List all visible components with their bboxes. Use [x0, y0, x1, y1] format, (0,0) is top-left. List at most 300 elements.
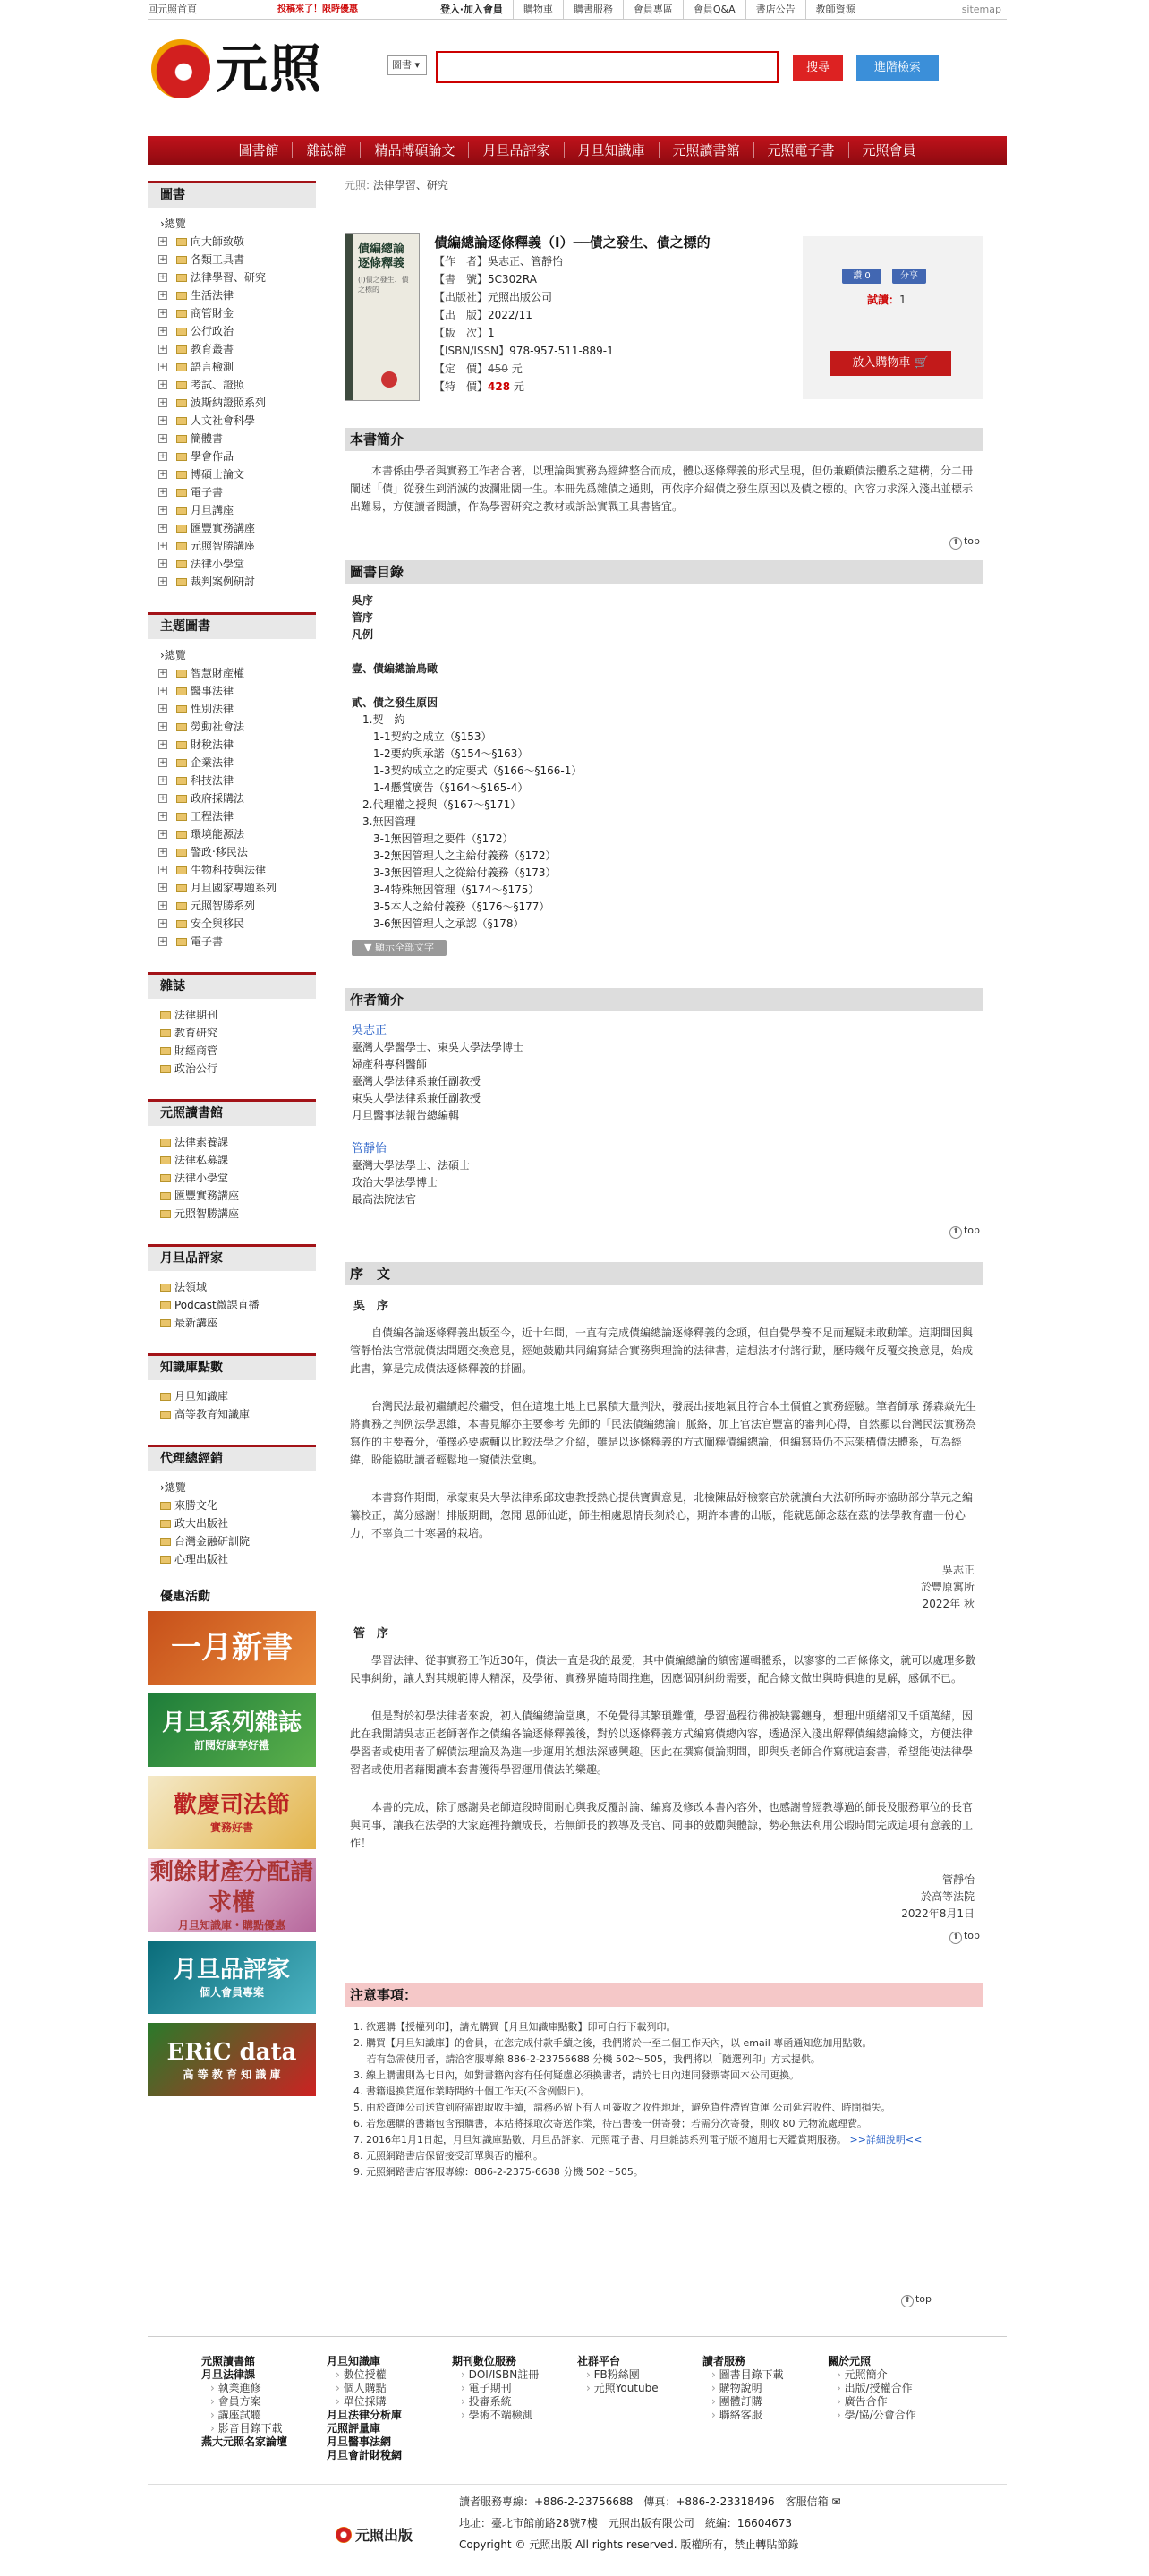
expand-icon[interactable]: +: [159, 237, 166, 246]
sidebar-item[interactable]: + 商管財金: [159, 307, 234, 320]
footer-column: [577, 2355, 659, 2395]
sidebar-item-overview[interactable]: ›總覽: [160, 1481, 186, 1494]
preface-heading: 管 序: [353, 1627, 389, 1641]
author-bio-line: 臺灣大學法學士、法碩士: [352, 1159, 471, 1172]
footer-heading[interactable]: 月旦醫事法網: [327, 2435, 392, 2448]
search-scope-select[interactable]: 圖書 ▾: [387, 55, 427, 75]
expand-icon[interactable]: +: [159, 758, 166, 767]
folder-icon: [176, 345, 187, 354]
preface-section: [345, 1262, 983, 1944]
nav-item[interactable]: 元照電子書: [753, 142, 848, 158]
folder-icon: [160, 1047, 171, 1055]
nav-item[interactable]: 雜誌館: [292, 142, 360, 158]
nav-item[interactable]: 精品博碩論文: [360, 142, 468, 158]
sidebar-item[interactable]: + 勞動社會法: [159, 721, 245, 733]
folder-icon: [160, 1210, 171, 1218]
facebook-like-button[interactable]: 讚 0: [842, 269, 881, 284]
sidebar-item[interactable]: + 簡體書: [159, 432, 224, 445]
footer-link[interactable]: › 廣告合作: [828, 2395, 916, 2409]
folder-icon: [160, 1393, 171, 1401]
sidebar-item-overview[interactable]: ›總覽: [160, 649, 186, 661]
footer-heading[interactable]: 月旦法律分析庫: [327, 2409, 403, 2421]
logo-mark-icon: [151, 39, 210, 98]
note-item: 7. 2016年1月1日起，月旦知識庫點數、月旦品評家、元照電子書、月旦雜誌系列電子版不適用七天鑑賞期服務。 >>詳細說明<<: [353, 2134, 923, 2145]
toc-line: 3.無因管理: [352, 815, 416, 828]
section-title: 作者簡介: [345, 988, 983, 1011]
sidebar-item[interactable]: + 人文社會科學: [159, 414, 256, 427]
top-bar: [148, 0, 1007, 20]
sidebar-item[interactable]: 財經商管: [148, 1042, 316, 1060]
footer-link[interactable]: › 投審系統: [452, 2395, 539, 2409]
sidebar-box-title: 圖書: [148, 181, 316, 208]
expand-icon[interactable]: +: [159, 470, 166, 479]
preface-paragraph: 但是對於初學法律者來說，初入債編總論堂奧，不免覺得其繁瑣難懂，學習過程彷彿被缺霧纏身，想理出頭緒卻又千頭萬緒，因此在我開請吳志正老師著作之債編各論逐條釋義後，對於以逐條釋義方式編寫債總內容，透過深入淺出解釋債編總論條文，方便法律學習者或使用者了解債法理論及為進一步運用的想法深感興趣。因此在撰寫債論期間，即與吳老師合作寫就這套書，希望能使法律學習者或使用者藉閱讀本套書獲得學習運用債法的樂趣。: [350, 1710, 974, 1776]
sidebar-item[interactable]: + 生活法律: [159, 289, 234, 302]
book-cover[interactable]: [345, 233, 420, 401]
preface-paragraph: 本書的完成，除了感謝吳老師這段時間耐心與我反覆討論、編寫及修改本書內容外，也感謝曾經教導過的師長及服務單位的長官與同事，讓我在法學的大家庭裡持續成長，若無師長的教導及長官、同事的鼓勵與體諒，勢必無法利用公暇時間完成這項有意義的工作！: [350, 1801, 974, 1849]
footer-column: [327, 2355, 402, 2462]
sidebar-box-title: 雜誌: [148, 972, 316, 999]
folder-icon: [176, 813, 187, 821]
back-to-top-link[interactable]: ⬆ top: [901, 2293, 935, 2307]
folder-icon: [160, 1502, 171, 1510]
expand-icon[interactable]: +: [159, 577, 166, 586]
sidebar-item[interactable]: + 環境能源法: [159, 828, 245, 840]
sidebar-item[interactable]: 法律期刊: [148, 1006, 316, 1024]
footer-link[interactable]: › 元照簡介: [828, 2368, 916, 2382]
expand-icon[interactable]: +: [159, 812, 166, 821]
sidebar-box-title: 主題圖書: [148, 612, 316, 639]
footer-link[interactable]: › 出版/授權合作: [828, 2382, 916, 2395]
folder-icon: [160, 1174, 171, 1182]
footer-heading[interactable]: 燕大元照名家論壇: [201, 2435, 288, 2448]
toc-line: 1.契 約: [352, 713, 405, 726]
sidebar-box-readers: [148, 1099, 316, 1223]
trial-read-link[interactable]: 試讀：1: [867, 294, 906, 306]
breadcrumb-current[interactable]: 法律學習、研究: [372, 179, 448, 192]
expand-icon[interactable]: +: [159, 524, 166, 533]
toc-section: [345, 560, 983, 956]
folder-icon: [176, 507, 187, 515]
breadcrumb: [345, 172, 983, 199]
sidebar-item[interactable]: + 教育叢書: [159, 343, 234, 355]
folder-icon: [160, 1301, 171, 1309]
sidebar-box-title: 代理總經銷: [148, 1445, 316, 1471]
sidebar-item[interactable]: + 警政‧移民法: [159, 846, 248, 858]
expand-icon[interactable]: +: [159, 488, 166, 497]
toc-line: 1-1契約之成立（§153）: [352, 730, 492, 743]
sidebar-box-reviews: [148, 1244, 316, 1332]
footer-column: [201, 2355, 287, 2449]
toc-line: 3-4特殊無因管理（§174～§175）: [352, 883, 540, 896]
book-info: [345, 233, 983, 424]
sidebar-item[interactable]: + 性別法律: [159, 703, 234, 715]
sidebar-item[interactable]: + 電子書: [159, 935, 224, 948]
footer-link[interactable]: › 元照Youtube: [577, 2382, 659, 2395]
preface-paragraph: 台灣民法最初繼續起於繼受，但在這塊土地上已累積大量判決，發展出接地氣且符合本土價值之實務經驗。筆者師承 孫森焱先生將實務之判例法學思維，本書見解亦主要參考 先師的「民法債編總論」脈絡，加上官法官豐富的審判心得，自然顯以台灣民法實務為寫作的主要養分，僅擇必要處輔以比較法學之介紹，雖是以逐條釋義的方式闡釋債編總論，但編寫時仍不忘架構債法體系，互為經緯，盼能協助讀者輕鬆地一窺債法堂奧。: [350, 1400, 976, 1466]
sidebar-item[interactable]: + 元照智勝講座: [159, 540, 256, 552]
back-to-top-link[interactable]: ⬆ top: [345, 1930, 983, 1944]
main-content: [345, 172, 983, 2178]
list-price-row: 【定 價】450 元: [434, 363, 523, 375]
sidebar-item[interactable]: + 各類工具書: [159, 253, 245, 266]
note-item: 1. 欲選購【授權列印】，請先購買【月旦知識庫點數】即可自行下載列印。: [353, 2021, 677, 2033]
nav-item[interactable]: 月旦知識庫: [564, 142, 659, 158]
folder-icon: [176, 453, 187, 461]
sidebar-item[interactable]: + 法律小學堂: [159, 558, 245, 570]
toc-line: 3-6無因管理人之承認（§178）: [352, 917, 524, 930]
author-bio-line: 臺灣大學法律系兼任副教授: [352, 1075, 481, 1088]
top-link[interactable]: 購書服務: [563, 0, 623, 20]
search-input[interactable]: [436, 51, 779, 83]
sidebar-item[interactable]: + 向大師致敬: [159, 235, 245, 248]
expand-icon[interactable]: +: [159, 542, 166, 550]
footer-heading[interactable]: 讀者服務: [702, 2355, 746, 2367]
section-title: 注意事項：: [345, 1983, 983, 2007]
sidebar-item[interactable]: 政大出版社: [148, 1514, 316, 1532]
expand-icon[interactable]: +: [159, 416, 166, 425]
footer-heading[interactable]: 月旦知識庫: [327, 2355, 381, 2367]
sale-price: 428: [488, 380, 511, 393]
expand-icon[interactable]: +: [159, 704, 166, 713]
sidebar-item[interactable]: 教育研究: [148, 1024, 316, 1042]
folder-icon: [176, 687, 187, 695]
footer-link[interactable]: › 影音目錄下載: [201, 2422, 287, 2435]
note-item: 2. 購買【月旦知識庫】的會員，在您完成付款手續之後，我們將於一至二個工作天內，以 email 專函通知您加用點數。: [353, 2037, 872, 2049]
top-link[interactable]: 會員專區: [623, 0, 683, 20]
top-links: [430, 0, 865, 20]
note-item: 5. 由於資運公司送貨到府需跟取收手續，請務必留下有人可簽收之收件地址，避免貨件滯留貨運 公司延宕收件、時間損失。: [353, 2102, 891, 2113]
toc-line: 貳、債之發生原因: [352, 696, 438, 709]
expand-icon[interactable]: +: [159, 794, 166, 803]
sidebar-item[interactable]: + 匯豐實務講座: [159, 522, 256, 534]
sidebar-item[interactable]: + 波斯納證照系列: [159, 397, 267, 409]
logo-text: 元照: [216, 38, 324, 99]
sidebar-item[interactable]: + 學會作品: [159, 450, 234, 463]
folder-icon: [176, 274, 187, 282]
footer-link[interactable]: › 單位採購: [327, 2395, 402, 2409]
author-name[interactable]: 吳志正: [352, 1024, 387, 1037]
footer-heading[interactable]: 月旦法律課: [201, 2368, 256, 2381]
nav-item[interactable]: 元照會員: [848, 142, 930, 158]
sidebar-item[interactable]: Podcast微課直播: [148, 1296, 316, 1314]
folder-icon: [176, 435, 187, 443]
expand-icon[interactable]: +: [159, 434, 166, 443]
top-link[interactable]: 書店公告: [745, 0, 805, 20]
promo-banner[interactable]: 月旦品評家 個人會員專案: [148, 1941, 316, 2014]
expand-icon[interactable]: +: [159, 309, 166, 318]
footer-link[interactable]: › 講座試聽: [201, 2409, 287, 2422]
expand-icon[interactable]: +: [159, 776, 166, 785]
promo-banner[interactable]: ERiC data 高 等 教 育 知 識 庫: [148, 2023, 316, 2096]
folder-icon: [160, 1065, 171, 1073]
expand-icon[interactable]: +: [159, 740, 166, 749]
expand-icon[interactable]: +: [159, 883, 166, 892]
folder-icon: [176, 902, 187, 910]
footer-link[interactable]: › DOI/ISBN註冊: [452, 2368, 539, 2382]
sidebar-item[interactable]: 心理出版社: [148, 1550, 316, 1568]
book-detail-row: 【出版社】元照出版公司: [434, 291, 553, 303]
footer-contact: 讀者服務專線：+886-2-23756688 傳真：+886-2-23318496 客服信箱 ✉: [459, 2495, 841, 2508]
folder-icon: [176, 542, 187, 550]
sidebar-box-magazines: [148, 972, 316, 1078]
publisher-mark-icon: [381, 371, 397, 388]
add-to-cart-button[interactable]: 放入購物車 🛒: [830, 351, 951, 376]
note-item: 4. 書籍退換貨運作業時間約十個工作天(不含例假日)。: [353, 2086, 591, 2097]
sidebar-item[interactable]: 匯豐實務講座: [148, 1187, 316, 1205]
sidebar: [148, 181, 316, 2105]
sale-price-row: 【特 價】428 元: [434, 380, 524, 393]
author-name[interactable]: 管靜怡: [352, 1142, 387, 1156]
book-detail-row: 【作 者】吳志正、管靜怡: [434, 255, 564, 268]
folder-icon: [176, 363, 187, 371]
sidebar-item[interactable]: 高等教育知識庫: [148, 1405, 316, 1423]
author-bio-line: 東吳大學法律系兼任副教授: [352, 1092, 481, 1105]
sidebar-box-topics: [148, 612, 316, 951]
note-item: 8. 元照網路書店保留接受訂單與否的權利。: [353, 2150, 543, 2162]
sidebar-item[interactable]: + 財稅法律: [159, 738, 234, 751]
footer-link[interactable]: › 圖書目錄下載: [702, 2368, 784, 2382]
author-bio-line: 月旦醫事法報告總編輯: [352, 1109, 460, 1122]
toc-line: 2.代理權之授與（§167～§171）: [352, 798, 522, 811]
nav-item[interactable]: 元照讀書館: [659, 142, 753, 158]
author-section: [345, 988, 983, 1239]
expand-icon[interactable]: +: [159, 848, 166, 857]
book-detail-row: 【ISBN/ISSN】978-957-511-889-1: [434, 345, 614, 357]
expand-icon[interactable]: +: [159, 506, 166, 515]
footer-heading[interactable]: 社群平台: [577, 2355, 621, 2367]
top-link[interactable]: 教師資源: [805, 0, 865, 20]
expand-icon[interactable]: +: [159, 345, 166, 354]
folder-icon: [176, 525, 187, 533]
sidebar-box-kb: [148, 1353, 316, 1423]
sidebar-item[interactable]: + 智慧財產權: [159, 667, 245, 679]
sidebar-item[interactable]: 最新講座: [148, 1314, 316, 1332]
sidebar-item[interactable]: + 元照智勝系列: [159, 900, 256, 912]
expand-icon[interactable]: +: [159, 291, 166, 300]
toc-line: 3-3無因管理人之從給付義務（§173）: [352, 866, 557, 879]
note-item: 9. 元照網路書店客服專線：886-2-2375-6688 分機 502～505。: [353, 2166, 643, 2178]
sidebar-item[interactable]: + 月旦國家專題系列: [159, 882, 277, 894]
expand-icon[interactable]: +: [159, 255, 166, 264]
folder-icon: [176, 256, 187, 264]
promo-banner[interactable]: 剩餘財產分配請求權 月旦知識庫・購點優惠: [148, 1858, 316, 1932]
preface-paragraph: 自債編各論逐條釋義出版至今，近十年間，一直有完成債編總論逐條釋義的念頭，但自覺學養不足而遲疑未敢動筆。這期間因與管靜怡法官常就債法問題交換意見，經她鼓勵共同編寫結合實務與理論的法律書，這想法才付諸行動，歷時幾年反覆交換意見，始成此書，算是完成債法逐條釋義的拼圖。: [350, 1326, 974, 1375]
author-bio-line: 臺灣大學醫學士、東吳大學法學博士: [352, 1041, 524, 1053]
sidebar-item[interactable]: 法律素養課: [148, 1133, 316, 1151]
folder-icon: [160, 1029, 171, 1037]
sidebar-item[interactable]: 元照智勝講座: [148, 1205, 316, 1223]
sidebar-item[interactable]: 台灣金融研訓院: [148, 1532, 316, 1550]
folder-icon: [176, 795, 187, 803]
expand-icon[interactable]: +: [159, 327, 166, 336]
folder-icon: [160, 1139, 171, 1147]
sidebar-item[interactable]: + 工程法律: [159, 810, 234, 823]
footer-link[interactable]: › 團體訂購: [702, 2395, 784, 2409]
preface-heading: 吳 序: [353, 1300, 389, 1313]
footer-link[interactable]: › 電子期刊: [452, 2382, 539, 2395]
nav-item[interactable]: 月旦品評家: [468, 142, 563, 158]
toc-line: [352, 644, 976, 661]
folder-icon: [176, 381, 187, 389]
expand-icon[interactable]: +: [159, 559, 166, 568]
preface-signature: 吳志正 於豐原寓所 2022年 秋: [920, 1564, 975, 1610]
back-to-top-link[interactable]: ⬆ top: [345, 1224, 983, 1239]
note-item: 若有急需使用者，請洽客服專線 886-2-23756688 分機 502～505，我們將以「隨選列印」方式提供。: [353, 2053, 821, 2065]
sidebar-item[interactable]: + 科技法律: [159, 774, 234, 787]
sidebar-box-books: [148, 181, 316, 591]
top-link[interactable]: 會員Q&A: [683, 0, 745, 20]
sidebar-item[interactable]: 月旦知識庫: [148, 1387, 316, 1405]
sidebar-item[interactable]: + 醫事法律: [159, 685, 234, 697]
sidebar-item[interactable]: 法領域: [148, 1278, 316, 1296]
expand-icon[interactable]: +: [159, 380, 166, 389]
expand-icon[interactable]: +: [159, 273, 166, 282]
book-title: 債編總論逐條釋義（I）──債之發生、債之標的: [434, 235, 711, 251]
footer-link[interactable]: › 執業進修: [201, 2382, 287, 2395]
folder-icon: [176, 560, 187, 568]
folder-icon: [176, 866, 187, 874]
sidebar-item[interactable]: + 企業法律: [159, 756, 234, 769]
folder-icon: [176, 723, 187, 731]
nav-item[interactable]: 圖書館: [238, 142, 279, 158]
sidebar-item[interactable]: + 考試、證照: [159, 379, 245, 391]
sidebar-item[interactable]: + 裁判案例研討: [159, 576, 256, 588]
sidebar-item-overview[interactable]: ›總覽: [160, 218, 186, 230]
footer-copyright: Copyright © 元照出版 All rights reserved. 版權所有，禁止轉貼節錄: [459, 2538, 799, 2551]
advanced-search-button[interactable]: 進階檢索: [856, 55, 939, 81]
book-detail-row: 【出 版】2022/11: [434, 309, 532, 321]
footer-link[interactable]: › 學/協/公會合作: [828, 2409, 916, 2422]
top-link[interactable]: 購物車: [513, 0, 563, 20]
sidebar-item[interactable]: + 生物科技與法律: [159, 864, 267, 876]
promo-banner[interactable]: 歡慶司法節 實務好書: [148, 1776, 316, 1849]
folder-icon: [160, 1520, 171, 1528]
folder-icon: [176, 238, 187, 246]
folder-icon: [176, 292, 187, 300]
expand-icon[interactable]: +: [159, 830, 166, 839]
main-nav: [148, 136, 1007, 165]
expand-icon[interactable]: +: [159, 722, 166, 731]
expand-icon[interactable]: +: [159, 452, 166, 461]
sidebar-item[interactable]: + 公行政治: [159, 325, 234, 337]
toc-line: 1-4懸賞廣告（§164～§165-4）: [352, 781, 529, 794]
site-logo[interactable]: [151, 36, 348, 104]
preface-signature: 管靜怡 於高等法院 2022年8月1日: [901, 1873, 975, 1920]
share-button[interactable]: 分享: [892, 269, 926, 284]
notes-section: [345, 1983, 983, 2180]
footer-link[interactable]: › 購物說明: [702, 2382, 784, 2395]
sidebar-item[interactable]: 來勝文化: [148, 1497, 316, 1514]
footer-heading[interactable]: 期刊數位服務: [452, 2355, 517, 2367]
folder-icon: [176, 759, 187, 767]
promo-banner[interactable]: 月旦系列雜誌 訂閱好康享好禮: [148, 1693, 316, 1767]
folder-icon: [176, 849, 187, 857]
folder-icon: [176, 938, 187, 946]
author-bio-line: 最高法院法官: [352, 1193, 417, 1206]
footer-link[interactable]: › FB粉絲團: [577, 2368, 659, 2382]
folder-icon: [176, 399, 187, 407]
search-button[interactable]: 搜尋: [793, 55, 843, 81]
expand-icon[interactable]: +: [159, 669, 166, 678]
sitemap-link[interactable]: sitemap: [961, 4, 1001, 15]
footer-address: 地址：臺北市館前路28號7樓 元照出版有限公司 統編：16604673: [459, 2517, 792, 2529]
sidebar-item[interactable]: + 月旦講座: [159, 504, 234, 516]
home-link[interactable]: 回元照首頁: [148, 4, 197, 15]
promo-banner[interactable]: 一月新書: [148, 1611, 316, 1685]
footer-info: [148, 2484, 1007, 2573]
footer-link[interactable]: › 數位授權: [327, 2368, 402, 2382]
author-bio-line: 婦產科專科醫師: [352, 1058, 428, 1070]
author-bio-line: 政治大學法學博士: [352, 1176, 438, 1189]
sidebar-item[interactable]: + 政府採購法: [159, 792, 245, 805]
toc-line: [352, 678, 976, 695]
toc-line: 吳序: [352, 594, 374, 607]
sidebar-item[interactable]: + 語言檢測: [159, 361, 234, 373]
expand-icon[interactable]: +: [159, 866, 166, 874]
footer-link[interactable]: › 學術不端檢測: [452, 2409, 539, 2422]
sidebar-item[interactable]: + 博碩士論文: [159, 468, 245, 481]
folder-icon: [160, 1319, 171, 1327]
sidebar-item[interactable]: 法律私募課: [148, 1151, 316, 1169]
footer-heading[interactable]: 月旦會計財稅網: [327, 2449, 403, 2461]
section-title: 圖書目錄: [345, 560, 983, 584]
folder-icon: [176, 777, 187, 785]
book-detail-row: 【書 號】5C302RA: [434, 273, 537, 286]
folder-icon: [160, 1011, 171, 1019]
sidebar-item[interactable]: 政治公行: [148, 1060, 316, 1078]
footer-link[interactable]: › 聯絡客服: [702, 2409, 784, 2422]
expand-icon[interactable]: +: [159, 937, 166, 946]
expand-icon[interactable]: +: [159, 919, 166, 928]
footer-links: [148, 2336, 1007, 2497]
sidebar-item[interactable]: + 法律學習、研究: [159, 271, 267, 284]
expand-icon[interactable]: +: [159, 363, 166, 371]
folder-icon: [160, 1156, 171, 1164]
author-entry: [345, 1140, 983, 1208]
details-link[interactable]: >>詳細說明<<: [849, 2134, 923, 2145]
section-title: 序 文: [345, 1262, 983, 1285]
footer-column: [452, 2355, 539, 2422]
footer-heading[interactable]: 元照評量庫: [327, 2422, 381, 2435]
top-link[interactable]: 登入‧加入會員: [440, 4, 503, 15]
note-item: 3. 線上購書則為七日內，如對書籍內容有任何疑慮必須換書者，請於七日內連同發票寄回本公司更換。: [353, 2069, 799, 2081]
cover-title: 債編總論逐條釋義: [358, 243, 405, 270]
folder-icon: [176, 741, 187, 749]
toc-line: 3-1無因管理之要件（§172）: [352, 832, 514, 845]
back-to-top-link[interactable]: ⬆ top: [345, 535, 983, 550]
cover-subtitle: (I)債之發生、債之標的: [358, 276, 409, 294]
preface-paragraph: 本書寫作期間，承蒙東吳大學法律系邱玟惠教授熱心提供寶貴意見，北檢陳品妤檢察官於就讀台大法研所時亦協助部分草元之編纂校正，萬分感謝！排版期間，忽聞 恩師仙逝，師生相處恩情長刻於心，期許本書的出版，能就恩師念茲在茲的法學教育盡一份心力，不辜負二十寒暑的栽培。: [350, 1491, 974, 1540]
show-more-button[interactable]: ▼ 顯示全部文字: [352, 940, 447, 956]
expand-icon[interactable]: +: [159, 901, 166, 910]
toc-line: 管序: [352, 611, 374, 624]
sidebar-item[interactable]: + 電子書: [159, 486, 224, 499]
top-ad-banner[interactable]: 投稿來了！限時優惠: [277, 4, 358, 14]
sidebar-item[interactable]: + 安全與移民: [159, 917, 245, 930]
footer-link[interactable]: › 會員方案: [201, 2395, 287, 2409]
sidebar-box-title: 知識庫點數: [148, 1353, 316, 1380]
footer-heading[interactable]: 關於元照: [828, 2355, 872, 2367]
expand-icon[interactable]: +: [159, 398, 166, 407]
expand-icon[interactable]: +: [159, 687, 166, 695]
sidebar-item[interactable]: 法律小學堂: [148, 1169, 316, 1187]
footer-heading[interactable]: 元照讀書館: [201, 2355, 256, 2367]
footer-link[interactable]: › 個人購點: [327, 2382, 402, 2395]
footer-logo-icon: [336, 2527, 352, 2543]
breadcrumb-prefix[interactable]: 元照:: [345, 179, 370, 192]
intro-text: 本書係由學者與實務工作者合著，以理論與實務為經緯整合而成，體以逐條釋義的形式呈現，但仍兼顧債法體系之建構，分二冊闡述「債」從發生到消滅的波瀾壯闊一生。本冊先爲雜債之通則，再依序介紹債之發生原因以及債之標的。內容力求深入淺出並標示出難易，方便讀者閱讀，作為學習研究之教材或訴訟實戰工具書皆宜。: [350, 465, 974, 513]
